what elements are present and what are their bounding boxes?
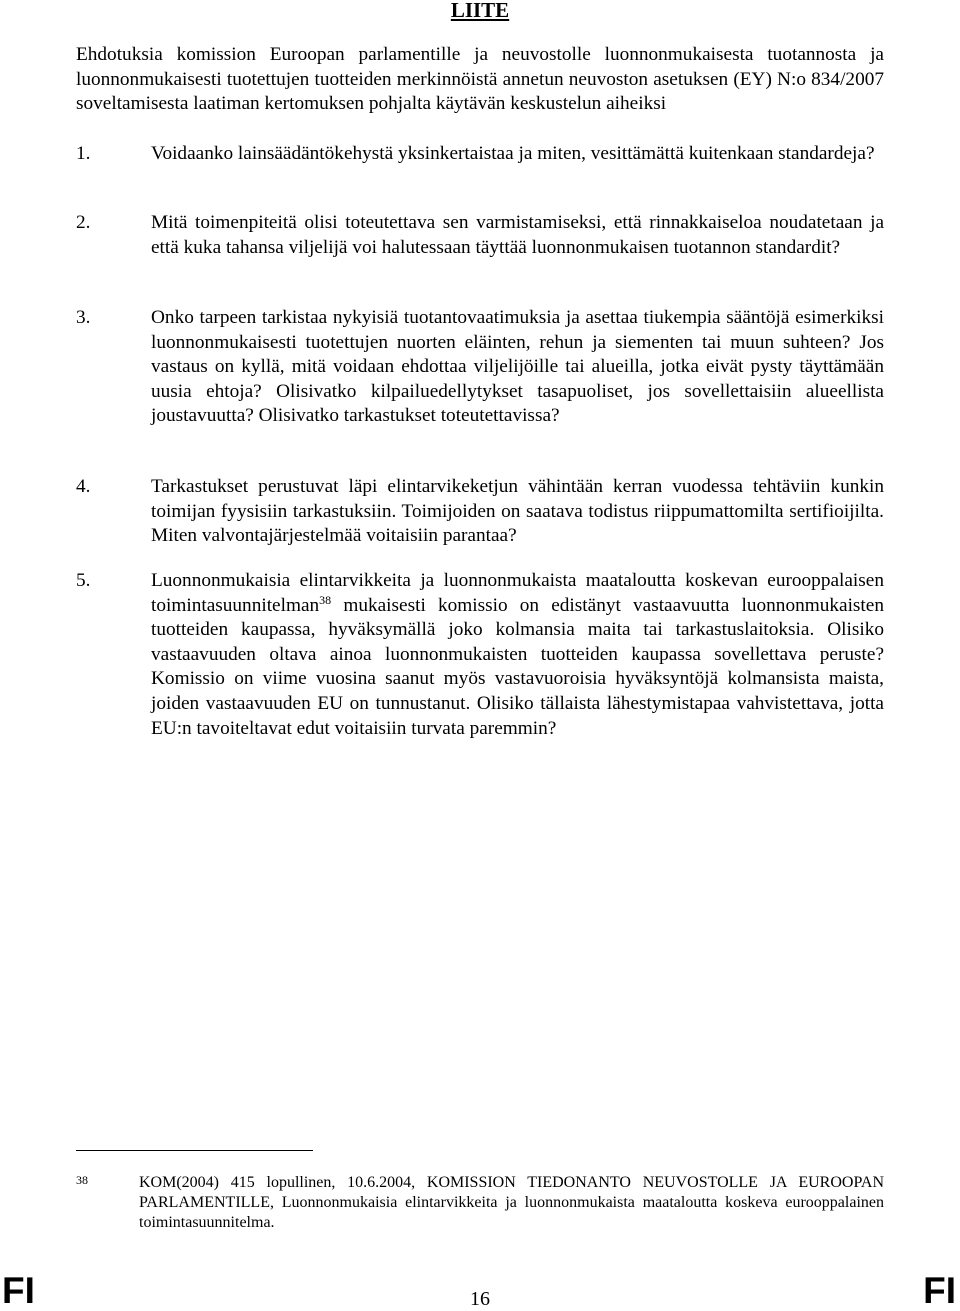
question-text: Mitä toimenpiteitä olisi toteutettava sen varmistamiseksi, että rinnakkaiseloa noudatetaan ja että kuka tahansa viljelijä voi halutessaan täyttää luonnonmukaisen tuotannon standardit? — [151, 212, 884, 258]
question-number: 4. — [76, 476, 91, 497]
question-text: Voidaanko lainsäädäntökehystä yksinkertaistaa ja miten, vesittämättä kuitenkaan standardeja? — [151, 143, 875, 164]
question-5 — [76, 569, 884, 741]
question-number: 1. — [76, 143, 91, 164]
question-3 — [76, 306, 884, 429]
question-text — [151, 569, 884, 741]
footnote-reference[interactable]: 38 — [319, 592, 332, 607]
question-4 — [76, 475, 884, 549]
question-text: Onko tarpeen tarkistaa nykyisiä tuotantovaatimuksia ja asettaa tiukempia sääntöjä esimerkiksi luonnonmukaisesti tuotettujen nuorten eläinten, rehun ja siementen tai muun suhteen? Jos vastaus on kyllä, mitä voidaan ehdottaa viljelijöille tai alueilla, jotka eivät pysty täyttämään uusia ehtoja? Olisivatko kilpailuedellytykset tasapuoliset, jos sovellettaisiin alueellista joustavuutta? Olisivatko tarkastukset toteutettavissa? — [151, 307, 884, 427]
page-title: LIITE — [450, 0, 510, 22]
footnote-number: 38 — [76, 1173, 88, 1187]
question-text-part: Luonnonmukaisia elintarvikkeita ja luonnonmukaista maataloutta koskevan eurooppalaisen toimintasuunnitelman — [151, 570, 884, 616]
question-number: 2. — [76, 212, 91, 233]
question-number: 3. — [76, 307, 91, 328]
intro-paragraph: Ehdotuksia komission Euroopan parlamentille ja neuvostolle luonnonmukaisesta tuotannosta ja luonnonmukaisesti tuotettujen tuotteiden merkinnöistä annetun neuvoston asetuksen (EY) N:o 834/2007 soveltamisesta laatiman kertomuksen pohjalta käytävän keskustelun aiheiksi — [76, 44, 884, 115]
language-code-right: FI — [923, 1270, 956, 1311]
page-number: 16 — [470, 1288, 490, 1310]
question-text: Tarkastukset perustuvat läpi elintarvikeketjun vähintään kerran vuodessa tehtäviin kunkin toimijan fyysisiin tarkastuksiin. Toimijoiden on saatava todistus riippumattomilta sertifioijilta. Miten valvontajärjestelmää voitaisiin parantaa? — [151, 476, 884, 547]
footnote-text: KOM(2004) 415 lopullinen, 10.6.2004, KOMISSION TIEDONANTO NEUVOSTOLLE JA EUROOPAN PARLAMENTILLE, Luonnonmukaisia elintarvikkeita ja luonnonmukaista maataloutta koskeva eurooppalainen toimintasuunnitelma. — [139, 1174, 884, 1231]
footnote-separator — [76, 1150, 313, 1151]
question-number: 5. — [76, 570, 91, 591]
question-1 — [76, 142, 884, 167]
language-code-left: FI — [2, 1270, 35, 1311]
question-2 — [76, 211, 884, 260]
question-text-part: mukaisesti komissio on edistänyt vastaavuutta luonnonmukaisten tuotteiden kaupassa, hyväksymällä joko kolmansia maita tai tarkastuslaitoksia. Olisiko vastaavuuden oltava ainoa luonnonmukaisten tuotteiden kaupassa sovellettava peruste? Komissio on viime vuosina saanut myös vastavuoroisia hyväksyntöjä kolmansista maista, joiden vastaavuuden EU on tunnustanut. Olisiko tällaista lähestymistapaa vahvistettava, jotta EU:n tavoiteltavat edut voitaisiin turvata paremmin? — [151, 594, 884, 739]
